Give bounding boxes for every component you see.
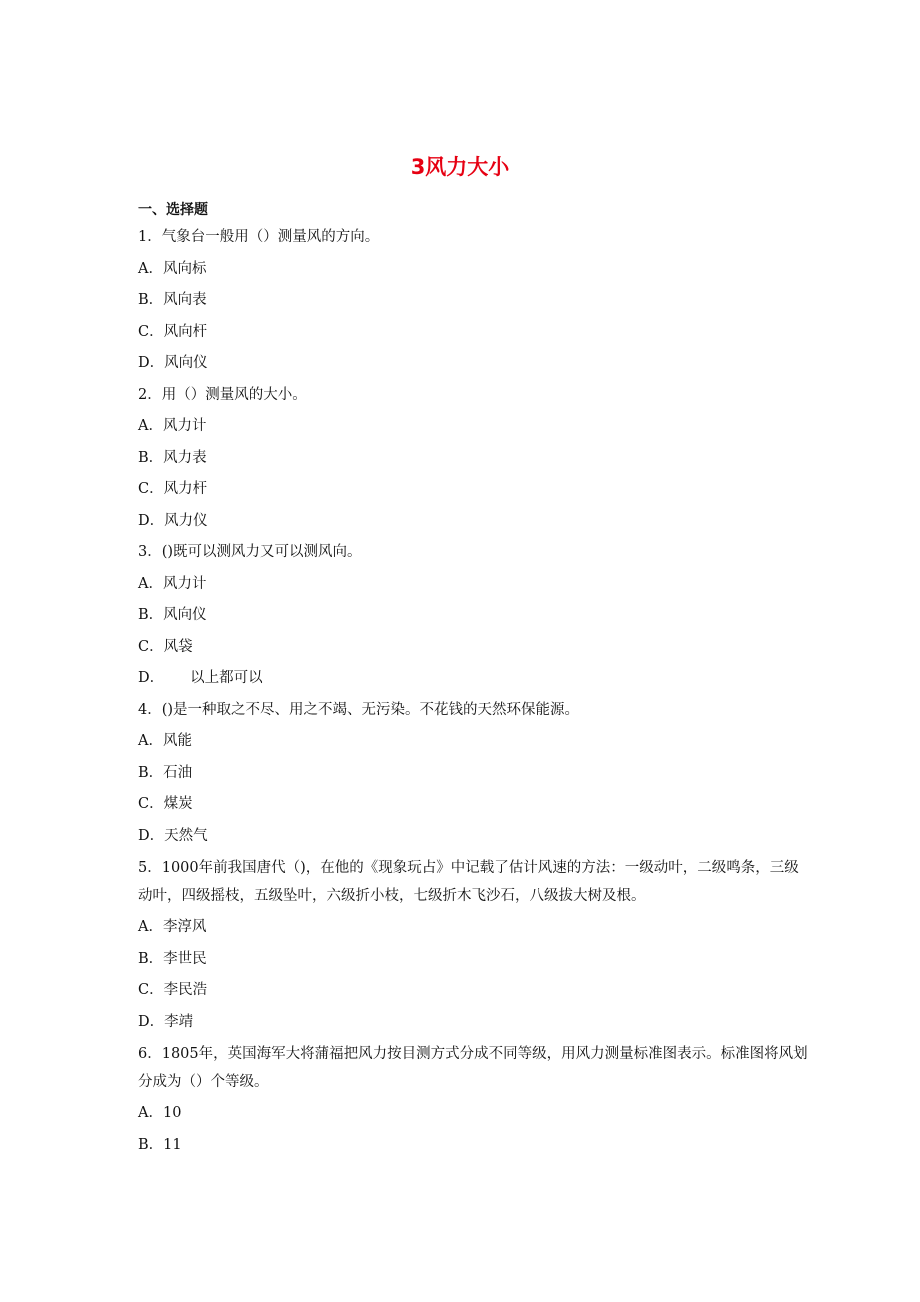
question-stem-6: 6．1805年，英国海军大将蒲福把风力按目测方式分成不同等级，用风力测量标准图表示。标准图将风划分成为（）个等级。 [138,1046,808,1090]
option-1d: D．风向仪 [138,355,208,371]
option-5d: D．李靖 [138,1013,194,1030]
question-stem-2: 2．用（）测量风的大小。 [138,386,307,403]
option-5b: B．李世民 [138,950,207,967]
option-2c: C．风力杆 [138,481,208,497]
option-3d [138,663,808,695]
option-2d: D．风力仪 [138,512,208,529]
option-2b: B．风力表 [138,449,207,466]
option-5c: C．李民浩 [138,982,208,998]
option-6b: B．11 [138,1136,182,1153]
option-1c: C．风向杆 [138,323,208,340]
question-stem-5: 5．1000年前我国唐代（)，在他的《现象玩占》中记载了估计风速的方法：一级动叶，二级鸣条，三级动叶，四级摇枝，五级坠叶，六级折小枝，七级折木飞沙石，八级拔大树及根。 [138,860,799,904]
option-4a: A．风能 [138,733,192,749]
option-3c: C．风袋 [138,638,193,655]
page-title: 3风力大小 [410,155,510,179]
option-2a: A．风力计 [138,418,207,434]
option-5a: A．李淳风 [138,919,207,935]
option-3a: A．风力计 [138,575,207,592]
option-6a: A．10 [138,1105,182,1121]
question-stem-4: 4．()是一种取之不尽、用之不竭、无污染。不花钱的天然环保能源。 [138,701,580,718]
question-stem-3: 3．()既可以测风力又可以测风向。 [138,544,362,560]
question-list [138,196,808,1161]
option-3b: B．风向仪 [138,607,207,623]
question-stem-1: 1．气象台一般用（）测量风的方向。 [138,229,380,245]
option-4b: B．石油 [138,764,193,781]
option-1a: A．风向标 [138,260,207,277]
option-1b: B．风向表 [138,292,207,308]
option-4d: D．天然气 [138,827,208,844]
option-4c: C．煤炭 [138,796,193,812]
option-3d-text: 以上都可以 [190,670,263,686]
section-heading: 一、选择题 [138,202,208,218]
option-3d-letter: D． [138,670,165,686]
